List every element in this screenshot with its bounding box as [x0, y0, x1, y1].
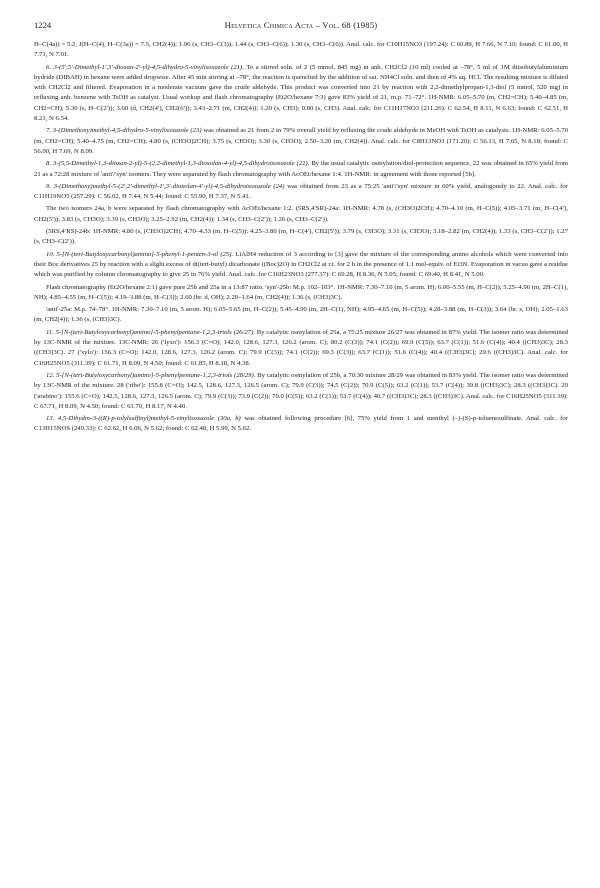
paragraph — [34, 126, 568, 157]
paragraph-text: was obtained as 21 from 2 in 79% overall yield by refluxing the crude aldehyde in MeOH with TsOH as catalysts. 1H-NMR: 6.05–5.70 (m, CH2=CH); 5.40–4.75 (m, CH2=CH); 4.80 (s, (CH3O)2CH); 3.75 (s, CH3O); 3.30 (s, CH3O); 2.50–3.20 (m, CH2(4)). Anal. calc. for C8H13NO3 (171.20): C 56.13, H 7.65, N 8.18; found: C 56.00, H 7.69, N 8.09. — [34, 127, 568, 155]
paragraph — [34, 40, 568, 61]
paragraph — [34, 328, 568, 369]
article-body — [34, 40, 568, 855]
paragraph — [34, 204, 568, 225]
paragraph-text: To a stirred soln. of 2 (5 mmol, 845 mg) in anh. CH2Cl2 (10 ml) cooled at –78°, 5 ml of 1M diisobutylaluminium hydride (DIBAH) in hexane were added dropwise. After 45 min stirring at –78°, the reaction is quenched by the addition of sat. NH4Cl soln. and then of 4% aq. HCl. The resulting mixture is diluted with CH2Cl2 and filtered. Evaporation in a moderate vacuum gave the crude aldehyde. This product was converted into 21 by reaction with 2,2-dimethylpropan-1,3-diol (5 mmol, 520 mg) in refluxing anh. benzene with TsOH as catalyst. Usual workup and flash chromatography (Et2O/hexane 7:3) gave 83% yield of 21, m.p. 71–72°. 1H-NMR: 6.05–5.70 (m, CH2=CH); 5.40–4.85 (m, CH2=CH); 5.30 (s, H–C(2′)); 3.60 (d, CH2(4′), CH2(6′)); 3.43–2.71 (m, CH2(4)); 1.20 (s, CH3); 0.80 (s, CH3). Anal. calc. for C11H17NO3 (211.26): C 62.54, H 8.11, N 6.63; found: C 62.51, H 8.21, N 6.54. — [34, 63, 568, 123]
section-heading: 13. 4,5-Dihydro-3-((R)-p-tolylsulfinyl)methyl-5-vinylisoxazole (30a, b) — [46, 415, 241, 423]
paragraph — [34, 250, 568, 281]
paragraph-text: LiAlH4 reduction of 3 according to [3] gave the mixture of the corresponding amino alcohols which were converted into their Boc derivatives 25 by reaction with a slight excess of di(tert-butyl) dicarbonate ((Boc)2O) in CH2Cl2 at r.t. for 2 h in the presence of 1.1 mol-equiv. of Et3N. Evaporation in vacuo gave a residue which was purified by column chromatography to give 25 in 76% yield. Anal. calc. for C16H23NO3 (277.37): C 69.28, H 8.36, N 5.05; found: C 69.40, H 8.41, N 5.00. — [34, 250, 568, 279]
paragraph — [34, 283, 568, 304]
paragraph-text: Flash chromatography (Et2O/hexane 2:1) gave pure 25b and 25a in a 13:87 ratio. 'syn'-25b: M.p. 102–103°. 1H-NMR: 7.30–7.10 (m, 5 arom. H); 6.00–5.55 (m, H–C(2)); 5.25–4.90 (m, 2H–C(1), NH); 4.85–4.55 (m, H–C(5)); 4.19–3.88 (m, H–C(3)); 2.60 (br. d, OH); 2.20–1.64 (m, CH2(4)); 1.36 (s, (CH3)3C). — [34, 283, 568, 301]
section-heading: 9. 3-(Dimethoxy)methyl-5-(2′,2′-dimethyl-1′,3′-dioxolan-4′-yl)-4,5-dihydroisoxazole (24) — [46, 182, 285, 190]
paragraph-text: The two isomers 24a, b were separated by flash chromatography with AcOEt/hexane 1:2. (5RS,4′SR)-24a: 1H-NMR: 4.78 (s, (CH3O)2CH); 4.70–4.10 (m, H–C(5)); 4.05–3.71 (m, H–C(4′), CH2(5′)); 3.83 (s, CH3O); 3.39 (s, CH3O); 3.25–2.92 (m, CH2(4)); 1.34 (s, CH3–C(2′)); 1.26 (s, CH3–C(2′)). — [34, 205, 568, 223]
paragraph — [34, 371, 568, 412]
running-header — [34, 20, 568, 34]
paragraph-text: H–C(4a)) = 5.2, J(H–C(4), H–C(3a)) = 7.5, CH2(4)); 1.96 (s, CH3–C(3)); 1.44 (s, CH3–C(6)); 1.30 (s, CH3–C(6)). Anal. calc. for C10H15NO3 (197.24): C 60.89, H 7.66, N 7.10; found: C 61.00, H 7.71, N 7.01. — [34, 41, 568, 59]
paragraph-text: By catalytic osmylation of 25b, a 70:30 mixture 28/29 was obtained in 83% yield. The isomer ratio was determined by 13C-NMR of the mixture. 28 ('ribo'): 155.8 (C=O); 142.5, 128.6, 127.3, 126.5 (arom. C); 79.9 (C(3)); 74.5 (C(2)); 70.9 (C(5)); 63.2 (C(1)); 53.7 (C(4)); 39.8 ((CH3)3C); 28.3 ((CH3)3C). 29 ('arabino'): 155.6 (C=O); 142.5, 128.6, 127.3, 126.5 (arom. C); 79.9 (C(3)); 73.9 (C(2)); 70.0 (C(5)); 63.2 (C(1)); 53.7 (C(4)); 40.7 ((CH3)3C); 28.3 ((CH3)3C). Anal. calc. for C16H25NO5 (311.39): C 67.71, H 8.09, N 4.50; found: C 61.70, H 8.17, N 4.40. — [34, 371, 568, 410]
paragraph — [34, 63, 568, 125]
paragraph — [34, 159, 568, 180]
section-heading: 7. 3-(Dimethoxy)methyl-4,5-dihydro-5-vinylisoxazole (23) — [46, 127, 202, 135]
paragraph-text: was obtained following procedure [6], 75% yield from 1 and menthyl (–)-(S)-p-toluenesulfinate. Anal. calc. for C13H15NOS (249.33): C 62.62, H 6.06, N 5.62; found: C 62.48, H 5.99, N 5.62. — [34, 415, 568, 433]
section-heading: 12. 5-[N-(tert-Butyloxycarbonyl)amino]-5-phenylpentane-1,2,3-triols (28/29). — [46, 371, 256, 379]
section-heading: 8. 3-(5,5-Dimethyl-1,3-dioxan-2-yl)-5-(2,2-dimethyl-1,3-dioxolan-4-yl)-4,5-dihydroisoxazole (22). — [46, 160, 310, 168]
section-heading: 10. 5-[N-(tert-Butyloxycarbonyl)amino]-5-phenyl-1-penten-3-ol (25). — [46, 250, 234, 258]
paragraph — [34, 182, 568, 203]
paragraph-text: (5RS,4′RS)-24b: 1H-NMR: 4.80 (s, (CH3O)2CH); 4.70–4.33 (m, H–C(5)); 4.25–3.80 (m, H–C(4′), CH2(5′)); 3.79 (s, CH3O); 3.31 (s, CH3O); 3.18–2.82 (m, CH2(4)); 1.33 (s, CH3–C(2′)); 1.27 (s, CH3–C(2′)). — [34, 228, 568, 246]
paragraph — [34, 305, 568, 326]
paragraph-text: was obtained from 23 as a 75:25 'anti'/'syn' mixture in 60% yield, analogously to 22. Anal. calc. for C11H19NO5 (257.29): C 56.02, H 7.44, N 5.44; found: C 55.90, H 7.37, N 5.41. — [34, 182, 568, 201]
page-number: 1224 — [34, 20, 52, 30]
paragraph — [34, 414, 568, 435]
journal-title: Helvetica Chimica Acta – Vol. 68 (1985) — [224, 20, 378, 30]
section-heading: 11. 5-[N-(tert-Butyloxycarbonyl)amino]-5-phenylpentane-1,2,3-triols (26/27). — [46, 328, 255, 336]
paragraph-text: By catalytic osmylation of 25a, a 75:25 mixture 26/27 was obtained in 87% yield. The isomer ratio was determined by 13C-NMR of the mixture. 13C-NMR: 26 ('lyxo'): 156.3 (C=O); 142.0, 128.6, 127.3, 126.2 (arom. C); 80.2 (C(3)); 74.1 (C(2)); 69.9 (C(5)); 63.7 (C(1)); 51.6 (C(4)); 40.4 ((CH3)3C); 28.3 ((CH3)3C). 27 ('xylo'): 156.3 (C=O); 142.0, 128.6, 127.3, 126.2 (arom. C); 79.9 (C(3)); 74.1 (C(2)); 69.3 (C(3)); 63.7 (C(1)); 51.6 (C(4)); 40.4 ((CH3)3C); 29.6 ((CH3)3C). Anal. calc. for C16H25NO5 (311.39): C 61.71, H 8.09, N 4.50; found: C 61.85, H 8.18, N 4.38. — [34, 328, 568, 367]
paragraph-text: By the usual catalytic osmylation/diol-protection sequence, 22 was obtained in 65% yield from 21 as a 72:28 mixture of 'anti'/'syn' isomers. They were separated by flash chromatography with AcOEt/hexane 1:4. 1H-NMR: in agreement with those reported [5b]. — [34, 160, 568, 178]
paragraph-text: 'anti'-25a: M.p. 74–78°. 1H-NMR: 7.30–7.10 (m, 5 arom. H); 6.05–5.65 (m, H–C(2)); 5.45–4.90 (m, 2H–C(1), NH); 4.95–4.65 (m, H–C(5)); 4.28–3.88 (m, H–C(3)); 3.64 (br. s, OH); 2.05–1.63 (m, CH2(4)); 1.36 (s, (CH3)3C). — [34, 306, 568, 324]
paragraph — [34, 227, 568, 248]
section-heading: 6. 3-(5′,5′-Dimethyl-1′,3′-dioxan-2′-yl)-4,5-dihydro-5-vinylisoxazole (21). — [46, 63, 244, 71]
